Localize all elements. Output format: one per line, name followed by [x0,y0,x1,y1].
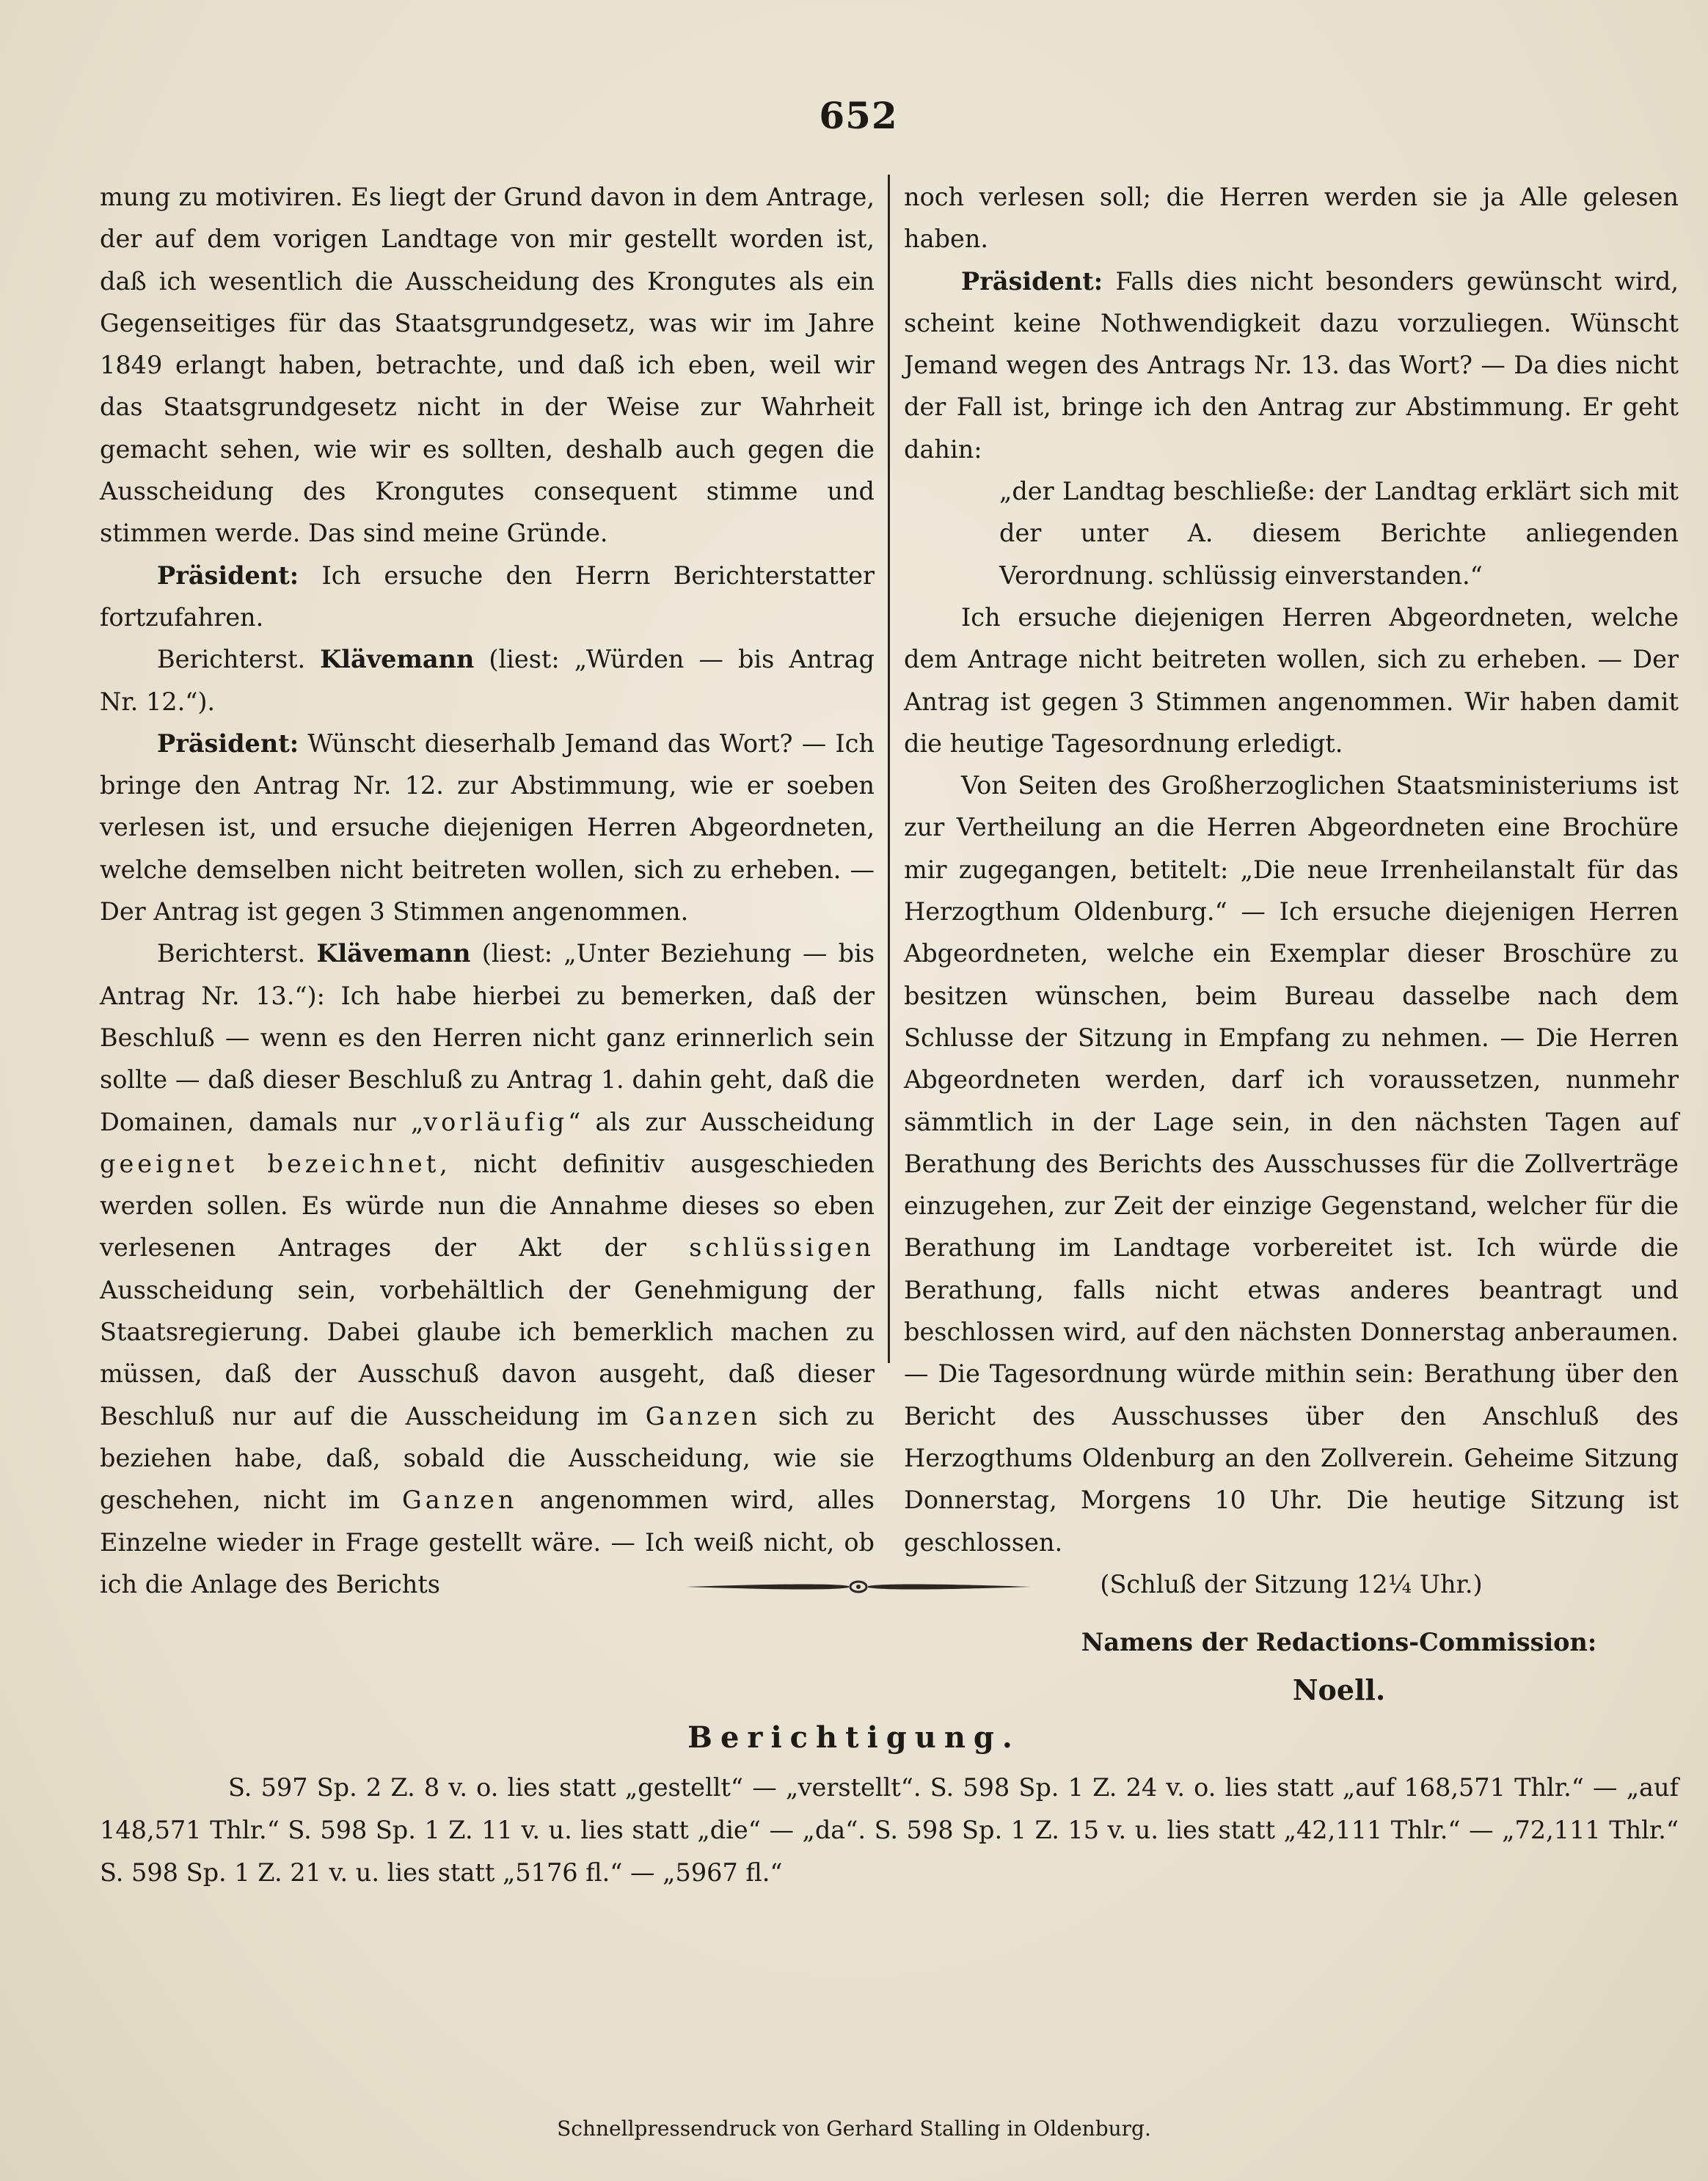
errata-text: S. 597 Sp. 2 Z. 8 v. o. lies statt „gestellt“ — „verstellt“. S. 598 Sp. 1 Z. 24 v. o. lies statt „auf 168,571 Thlr.“ — „auf 148,571 Thlr.“ S. 598 Sp. 1 Z. 11 v. u. lies statt „die“ — „da“. S. 598 Sp. 1 Z. 15 v. u. lies statt „42,111 Thlr.“ — „72,111 Thlr.“ S. 598 Sp. 1 Z. 21 v. u. lies statt „5176 fl.“ — „5967 fl.“ [100,1773,1679,1887]
speech-text: angenommen wird, alles Einzelne wieder in Frage gestellt wäre. — Ich weiß nicht, ob ich die Anlage des Berichts [100,1486,875,1599]
speech-text: Falls dies nicht besonders gewünscht wird, scheint keine Nothwendigkeit dazu vorzuliegen. Wünscht Jemand wegen des Antrags Nr. 13. das Wort? — Da dies nicht der Fall ist, bringe ich den Antrag zur Abstimmung. Er geht dahin: [904,266,1679,464]
printer-imprint: Schnellpressendruck von Gerhard Stalling in Oldenburg. [557,2116,1151,2141]
paragraph: mung zu motiviren. Es liegt der Grund davon in dem Antrage, der auf dem vorigen Landtage von mir gestellt worden ist, daß ich wesentlich die Ausscheidung des Krongutes als ein Gegenseitiges für das Staatsgrundgesetz, was wir im Jahre 1849 erlangt haben, betrachte, und daß ich eben, weil wir das Staatsgrundgesetz nicht in der Weise zur Wahrheit gemacht sehen, wie wir es sollten, deshalb auch gegen die Ausscheidung des Krongutes consequent stimme und stimmen werde. Das sind meine Gründe. [100,183,875,548]
spaced-emphasis: vorläufig [423,1107,569,1136]
spaced-emphasis: Ganzen [645,1401,762,1431]
speaker-name: Präsident: [157,728,299,758]
spaced-emphasis: Ganzen [402,1486,518,1515]
paragraph [100,638,875,723]
column-divider [888,175,890,1363]
speaker-name: Präsident: [157,560,299,590]
speech-text: , nicht definitiv ausgeschieden werden sollen. Es würde nun die Annahme dieses so eben verlesenen Antrages der Akt der [100,1149,875,1263]
paragraph [904,260,1679,470]
ornamental-divider-icon [686,1576,1031,1598]
speaker-name: Klävemann [316,939,471,968]
speaker-name: Klävemann [320,645,475,674]
paragraph: Von Seiten des Großherzoglichen Staatsministeriums ist zur Vertheilung an die Herren Abgeordneten eine Brochüre mir zugegangen, betitelt: „Die neue Irrenheilanstalt für das Herzogthum Oldenburg.“ — Ich ersuche diejenigen Herren Abgeordneten, welche ein Exemplar dieser Broschüre zu besitzen wünschen, beim Bureau dasselbe nach dem Schlusse der Sitzung in Empfang zu nehmen. — Die Herren Abgeordneten werden, darf ich voraussetzen, nunmehr sämmtlich in der Lage sein, in den nächsten Tagen auf Berathung des Berichts des Ausschusses für die Zollverträge einzugehen, zur Zeit der einzige Gegenstand, welcher für die Berathung im Landtage vorbereitet ist. Ich würde die Berathung, falls nicht etwas anderes beantragt und beschlossen wird, auf den nächsten Donnerstag anberaumen. — Die Tagesordnung würde mithin sein: Berathung über den Bericht des Ausschusses über den Anschluß des Herzogthums Oldenburg an den Zollverein. Geheime Sitzung Donnerstag, Morgens 10 Uhr. Die heutige Sitzung ist geschlossen. [904,771,1679,1557]
errata-title: Berichtigung. [687,1720,1021,1755]
left-column [100,176,875,1605]
page-number: 652 [819,94,898,137]
speech-text: (liest: „Unter Beziehung — bis Antrag Nr. 13.“): Ich habe hierbei zu bemerken, daß der Beschluß — wenn es den Herren nicht ganz erinnerlich sein sollte — daß dieser Beschluß zu Antrag 1. dahin geht, daß die Domainen, damals nur „ [100,939,875,1136]
spaced-emphasis: geeignet bezeichnet [100,1149,440,1178]
quoted-motion: „der Landtag beschließe: der Landtag erklärt sich mit der unter A. diesem Berichte anliegenden Verordnung. schlüssig einverstanden.“ [999,477,1679,590]
paragraph [100,723,875,932]
errata-section [100,1767,1679,1894]
spaced-emphasis: schlüssigen [689,1233,875,1263]
speech-text: sich zu beziehen habe, daß, sobald die Ausscheidung, wie sie geschehen, nicht im [100,1401,875,1515]
role-prefix: Berichterst. [157,939,317,968]
commission-label: Namens der Redactions-Commission: [1081,1628,1597,1657]
paragraph [100,555,875,639]
speech-text: Ich ersuche den Herrn Berichterstatter fortzufahren. [100,560,875,632]
paragraph [100,932,875,1605]
right-column [904,176,1679,1711]
signature: Noell. [1292,1673,1386,1707]
paragraph: Ich ersuche diejenigen Herren Abgeordneten, welche dem Antrage nicht beitreten wollen, sich zu erheben. — Der Antrag ist gegen 3 Stimmen angenommen. Wir haben damit die heutige Tagesordnung erledigt. [904,602,1679,758]
paragraph: noch verlesen soll; die Herren werden sie ja Alle gelesen haben. [904,183,1679,254]
role-prefix: Berichterst. [157,645,321,674]
speaker-name: Präsident: [961,266,1103,296]
speech-text: (liest: „Würden — bis Antrag Nr. 12.“). [100,645,875,716]
speech-text: Ausscheidung sein, vorbehältlich der Genehmigung der Staatsregierung. Dabei glaube ich bemerklich machen zu müssen, daß der Ausschuß davon ausgeht, daß dieser Beschluß nur auf die Ausscheidung im [100,1275,875,1431]
session-closing-note: (Schluß der Sitzung 12¼ Uhr.) [1100,1569,1483,1599]
speech-text: Wünscht dieserhalb Jemand das Wort? — Ich bringe den Antrag Nr. 12. zur Abstimmung, wie er soeben verlesen ist, und ersuche diejenigen Herren Abgeordneten, welche demselben nicht beitreten wollen, sich zu erheben. — Der Antrag ist gegen 3 Stimmen angenommen. [100,728,875,927]
speech-text: “ als zur Ausscheidung [568,1107,875,1136]
